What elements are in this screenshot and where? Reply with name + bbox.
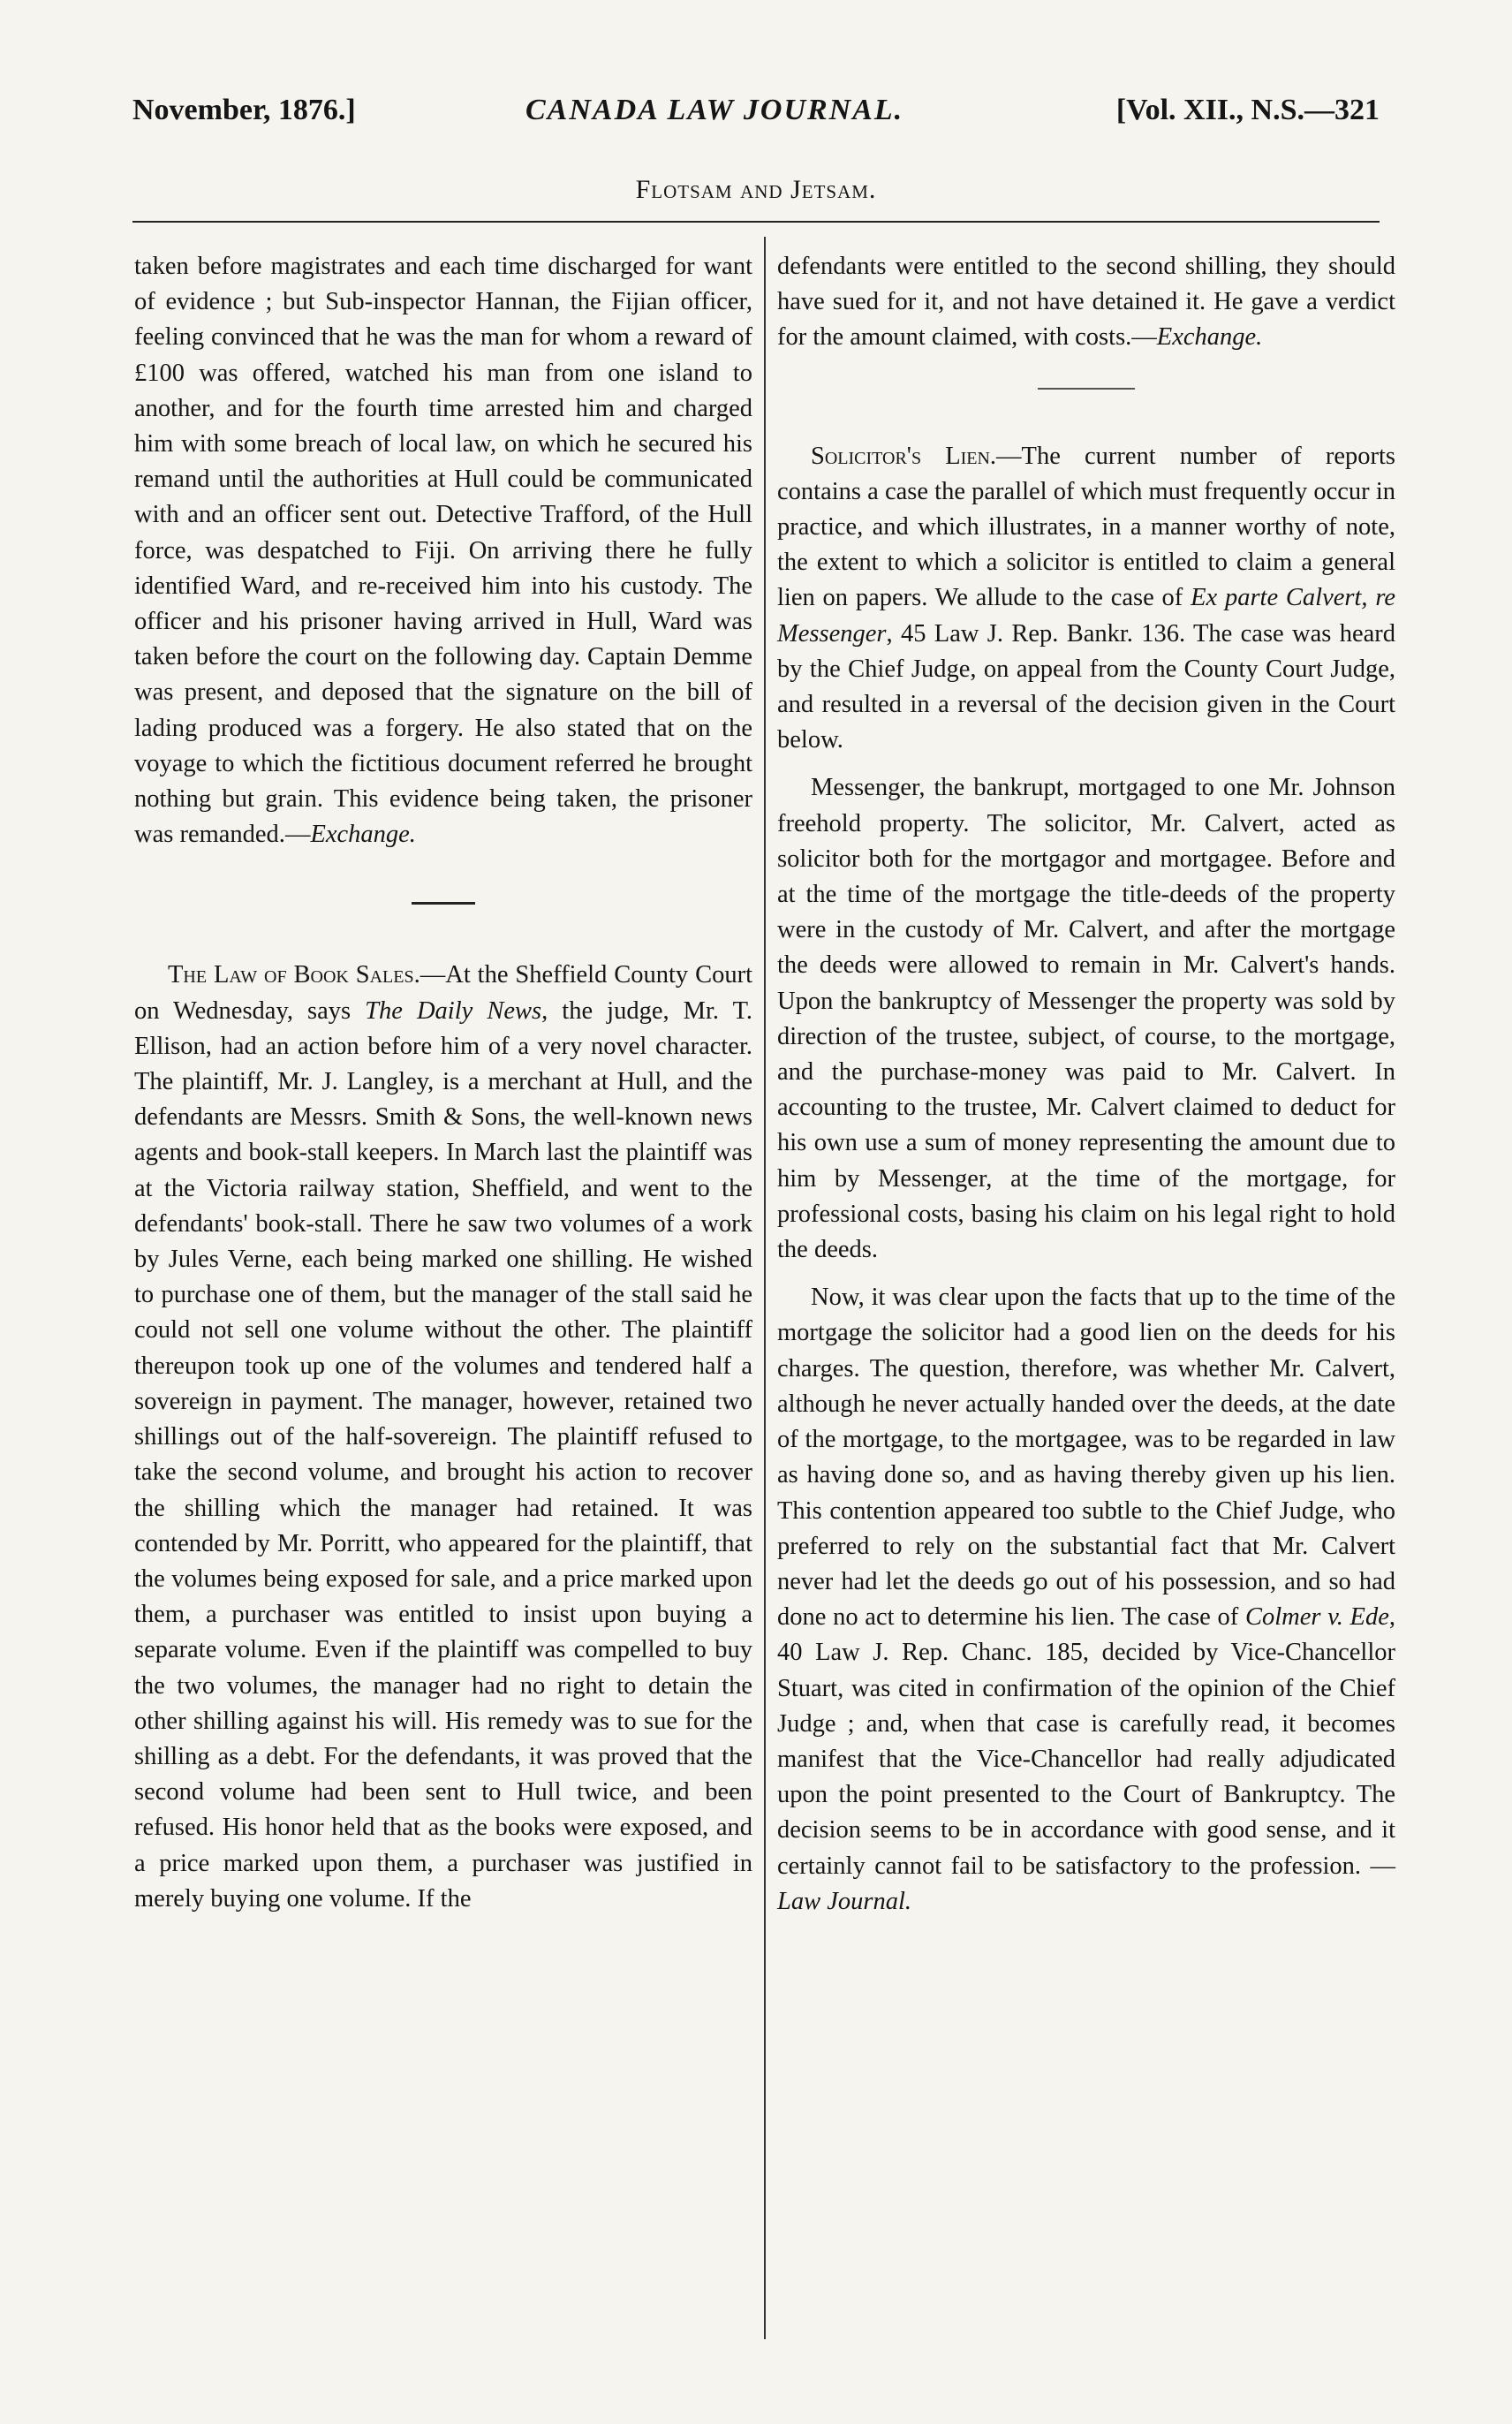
article-separator	[412, 902, 475, 905]
solicitors-lien-paragraph-1: Solicitor's Lien.—The current number of reports contains a case the parallel of which must frequently occur in practice, and which illustrates, in a manner worthy of note, the extent to which a solicitor is entitled to claim a general lien on papers. We allude to the case of Ex parte Calvert, re Messenger, 45 Law J. Rep. Bankr. 136. The case was heard by the Chief Judge, on appeal from the County Court Judge, and resulted in a reversal of the decision given in the Court below.	[777, 442, 1396, 754]
article-title: The Law of Book Sales.	[168, 961, 420, 989]
left-column	[134, 249, 752, 1917]
right-column	[777, 249, 1395, 1920]
case-name: Colmer v. Ede	[1244, 1603, 1389, 1632]
case-name: Ex parte Calvert, re Messenger	[777, 584, 1396, 648]
source-citation: Exchange.	[310, 821, 416, 849]
running-header	[132, 94, 1380, 136]
solicitors-lien-paragraph-2: Messenger, the bankrupt, mortgaged to one Mr. Johnson freehold property. The solicitor, Mr. Calvert, acted as solicitor both for the mortgagor and mortgagee. Before and at the time of the mortgage the title-deeds of the property were in the custody of Mr. Calvert, and after the mortgage the deeds were allowed to remain in Mr. Calvert's hands. Upon the bankruptcy of Messenger the property was sold by direction of the trustee, subject, of course, to the mortgage, and the purchase-money was paid to Mr. Calvert. In accounting to the trustee, Mr. Calvert claimed to deduct for his own use a sum of money representing the amount due to him by Messenger, at the time of the mortgage, for professional costs, basing his claim on his legal right to hold the deeds.	[777, 774, 1395, 1264]
solicitors-lien-paragraph-3: Now, it was clear upon the facts that up to the time of the mortgage the solicitor had a good lien on the deeds for his charges. The question, therefore, was whether Mr. Calvert, although he never actually handed over the deeds, at the date of the mortgage, to the mortgagee, was to be regarded in law as having done so, and as having thereby given up his lien. This contention appeared too subtle to the Chief Judge, who preferred to rely on the substantial fact that Mr. Calvert never had let the deeds go out of his possession, and so had done no act to determine his lien. The case of Colmer v. Ede, 40 Law J. Rep. Chanc. 185, decided by Vice-Chancellor Stuart, was cited in confirmation of the opinion of the Chief Judge ; and, when that case is carefully read, it becomes manifest that the Vice-Chancellor had really adjudicated upon the point presented to the Court of Bankruptcy. The decision seems to be in accordance with good sense, and it certainly cannot fail to be satisfactory to the profession. —Law Journal.	[777, 1284, 1396, 1915]
article-continued-paragraph: defendants were entitled to the second shilling, they should have sued for it, and not have detained it. He gave a verdict for the amount claimed, with costs.—Exchange.	[777, 253, 1395, 352]
header-rule	[132, 221, 1380, 223]
section-title: Flotsam and Jetsam.	[635, 175, 877, 204]
book-sales-paragraph: The Law of Book Sales.—At the Sheffield County Court on Wednesday, says The Daily News, the judge, Mr. T. Ellison, had an action before him of a very novel character. The plaintiff, Mr. J. Langley, is a merchant at Hull, and the defendants are Messrs. Smith & Sons, the well-known news agents and book-stall keepers. In March last the plaintiff was at the Victoria railway station, Sheffield, and went to the defendants' book-stall. There he saw two volumes of a work by Jules Verne, each being marked one shilling. He wished to purchase one of them, but the manager of the stall said he could not sell one volume without the other. The plaintiff thereupon took up one of the volumes and tendered half a sovereign in payment. The manager, however, retained two shillings out of the half-sovereign. The plaintiff refused to take the second volume, and brought his action to recover the shilling which the manager had retained. It was contended by Mr. Porritt, who appeared for the plaintiff, that the volumes being exposed for sale, and a price marked upon them, a purchaser was entitled to insist upon buying a separate volume. Even if the plaintiff was compelled to buy the two volumes, the manager had no right to detain the other shilling against his will. His remedy was to sue for the shilling as a debt. For the defendants, it was proved that the second volume had been sent to Hull twice, and been refused. His honor held that as the books were exposed, and a price marked upon them, a purchaser was justified in merely buying one volume. If the	[134, 961, 752, 1913]
journal-title: CANADA LAW JOURNAL.	[525, 94, 904, 126]
article-separator	[1038, 388, 1135, 390]
issue-date: November, 1876.]	[132, 94, 356, 126]
source-citation: Law Journal.	[777, 1887, 912, 1915]
article-title: Solicitor's Lien.	[811, 442, 997, 470]
column-divider	[764, 237, 766, 2339]
newspaper-name: The Daily News	[365, 996, 542, 1025]
volume-page-number: [Vol. XII., N.S.—321	[1115, 94, 1380, 126]
article-continued-paragraph: taken before magistrates and each time discharged for want of evidence ; but Sub-inspector Hannan, the Fijian officer, feeling convinced that he was the man for whom a reward of £100 was offered, watched his man from one island to another, and for the fourth time arrested him and charged him with some breach of local law, on which he secured his remand until the authorities at Hull could be communicated with and an officer sent out. Detective Trafford, of the Hull force, was despatched to Fiji. On arriving there he fully identified Ward, and re-received him into his custody. The officer and his prisoner having arrived in Hull, Ward was taken before the court on the following day. Captain Demme was present, and deposed that the signature on the bill of lading produced was a forgery. He also stated that on the voyage to which the fictitious document referred he brought nothing but grain. This evidence being taken, the prisoner was remanded.—Exchange.	[134, 253, 752, 849]
source-citation: Exchange.	[1156, 323, 1263, 352]
